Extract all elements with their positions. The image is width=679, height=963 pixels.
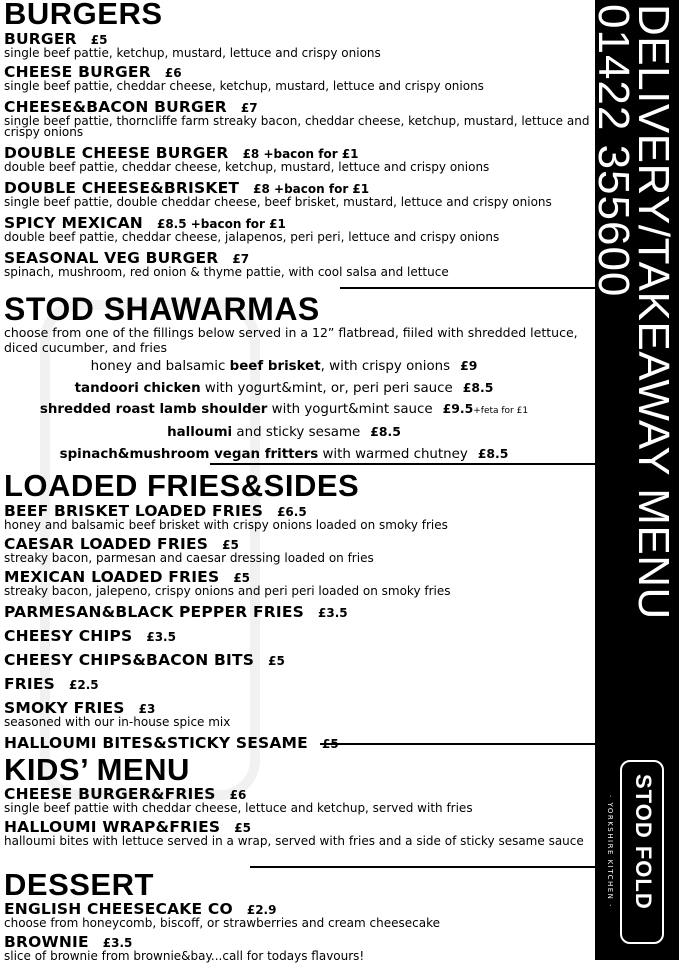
item-price: £5 — [233, 571, 251, 585]
item-price: £8.5 +bacon for £1 — [156, 217, 286, 231]
menu-item — [4, 698, 594, 728]
divider-shawarmas — [210, 463, 595, 465]
shawarma-filling: spinach&mushroom vegan fritters — [59, 446, 319, 462]
item-price: £2.5 — [69, 678, 99, 692]
item-description: single beef pattie, cheddar cheese, ketchup, mustard, lettuce and crispy onions — [4, 79, 484, 93]
item-name: CHEESE BURGER&FRIES — [4, 785, 216, 803]
item-line — [4, 674, 594, 693]
item-description: choose from honeycomb, biscoff, or strawberries and cream cheesecake — [4, 916, 440, 930]
shawarma-filling: halloumi — [167, 425, 233, 441]
divider-fries — [320, 743, 595, 745]
item-price: £3.5 — [146, 630, 176, 644]
item-price: £5 — [234, 821, 251, 835]
item-name: SPICY MEXICAN — [4, 214, 143, 232]
item-name: BROWNIE — [4, 933, 89, 951]
shawarma-filling: shredded roast lamb shoulder — [39, 402, 268, 418]
section-title-fries: LOADED FRIES&SIDES — [4, 468, 360, 503]
item-price: £6.5 — [277, 505, 307, 519]
shawarma-item — [4, 356, 564, 378]
shawarma-post: , with crispy onions — [320, 359, 451, 374]
burgers-list — [4, 29, 594, 278]
item-name: PARMESAN&BLACK PEPPER FRIES — [4, 603, 305, 621]
item-description: single beef pattie, ketchup, mustard, lettuce and crispy onions — [4, 46, 381, 60]
item-name: BURGER — [4, 30, 77, 48]
shawarma-post: with warmed chutney — [318, 446, 468, 462]
item-price: £2.9 — [246, 903, 277, 917]
menu-item — [4, 784, 594, 814]
stod-fold-logo — [620, 760, 664, 944]
logo-text: STOD FOLD — [631, 774, 656, 910]
item-name: HALLOUMI WRAP&FRIES — [4, 818, 221, 836]
menu-item — [4, 674, 594, 693]
kids-list — [4, 784, 594, 847]
fries-list — [4, 501, 594, 752]
shawarma-price: £9 — [460, 358, 478, 373]
item-description: spinach, mushroom, red onion & thyme pattie, with cool salsa and lettuce — [4, 265, 449, 279]
item-name: CHEESE&BACON BURGER — [4, 98, 227, 116]
menu-item — [4, 534, 594, 564]
item-price: £3.5 — [318, 606, 348, 620]
item-description: single beef pattie, thorncliffe farm streaky bacon, cheddar cheese, ketchup, mustard, lettuce and crispy onions — [4, 114, 590, 139]
menu-item — [4, 62, 594, 92]
item-description: streaky bacon, jalepeno, crispy onions and peri peri loaded on smoky fries — [4, 584, 451, 598]
shawarma-extra: +feta for £1 — [473, 406, 529, 417]
item-price: £5 — [268, 654, 285, 668]
section-kids — [4, 752, 594, 848]
item-description: halloumi bites with lettuce served in a wrap, served with fries and a side of sticky sesame sauce — [4, 834, 584, 848]
item-price: £8 +bacon for £1 — [242, 147, 359, 161]
menu-item — [4, 932, 594, 962]
item-price: £3.5 — [102, 936, 133, 950]
shawarma-post: with yogurt&mint, or, peri peri sauce — [200, 380, 453, 396]
section-title-dessert: DESSERT — [4, 867, 154, 902]
shawarma-price: £8.5 — [462, 379, 494, 395]
menu-item — [4, 650, 594, 669]
item-name: ENGLISH CHEESECAKE CO — [4, 900, 233, 918]
section-title-shawarmas: STOD SHAWARMAS — [4, 291, 320, 327]
item-description: double beef pattie, cheddar cheese, ketchup, mustard, lettuce and crispy onions — [4, 160, 490, 174]
item-price: £7 — [240, 101, 258, 115]
menu-item — [4, 213, 594, 243]
menu-item — [4, 178, 594, 208]
item-price: £5 — [222, 538, 239, 552]
item-price: £7 — [232, 252, 250, 266]
menu-item — [4, 899, 594, 929]
item-description: single beef pattie, double cheddar cheese, beef brisket, mustard, lettuce and crispy onions — [4, 195, 552, 209]
shawarma-pre: honey and balsamic — [90, 359, 230, 374]
logo-tagline: · YORKSHIRE KITCHEN · — [606, 795, 614, 908]
section-dessert — [4, 867, 594, 963]
item-name: HALLOUMI BITES&STICKY SESAME — [4, 734, 308, 752]
item-name: DOUBLE CHEESE&BRISKET — [4, 179, 240, 197]
section-shawarmas — [4, 291, 594, 466]
sidebar-text — [589, 4, 679, 704]
shawarma-price: £8.5 — [477, 445, 509, 461]
item-name: SMOKY FRIES — [4, 699, 125, 717]
item-name: BEEF BRISKET LOADED FRIES — [4, 502, 264, 520]
menu-item — [4, 817, 594, 847]
item-description: double beef pattie, cheddar cheese, jalapenos, peri peri, lettuce and crispy onions — [4, 230, 500, 244]
menu-item — [4, 97, 594, 138]
item-price: £5 — [90, 33, 108, 47]
phone-number: 01422 355600 — [589, 4, 638, 298]
menu-item — [4, 143, 594, 173]
menu-item — [4, 626, 594, 645]
menu-item — [4, 248, 594, 278]
item-description: slice of brownie from brownie&bay...call for todays flavours! — [4, 949, 365, 963]
item-name: SEASONAL VEG BURGER — [4, 249, 219, 267]
item-name: CHEESY CHIPS — [4, 627, 133, 645]
shawarma-price: £8.5 — [370, 424, 401, 440]
shawarmas-list — [4, 356, 564, 466]
item-name: DOUBLE CHEESE BURGER — [4, 144, 229, 162]
item-name: CHEESY CHIPS&BACON BITS — [4, 651, 255, 669]
shawarma-item — [4, 378, 564, 400]
menu-item — [4, 29, 594, 59]
item-name: MEXICAN LOADED FRIES — [4, 568, 220, 586]
shawarmas-intro: choose from one of the fillings below served in a 12” flatbread, fiiled with shredded lettuce, diced cucumber, and fries — [4, 325, 578, 355]
section-burgers — [4, 0, 594, 278]
item-line — [4, 626, 594, 645]
item-name: CHEESE BURGER — [4, 63, 151, 81]
item-description: honey and balsamic beef brisket with crispy onions loaded on smoky fries — [4, 518, 448, 532]
item-description: seasoned with our in-house spice mix — [4, 715, 231, 729]
shawarma-item — [4, 422, 564, 444]
menu-item — [4, 567, 594, 597]
section-title-burgers: BURGERS — [4, 0, 163, 31]
menu-item — [4, 602, 594, 621]
item-description: streaky bacon, parmesan and caesar dressing loaded on fries — [4, 551, 374, 565]
item-price: £3 — [138, 702, 156, 716]
dessert-list — [4, 899, 594, 962]
shawarma-filling: tandoori chicken — [74, 380, 201, 396]
menu-item — [4, 501, 594, 531]
item-line — [4, 650, 594, 669]
item-line — [4, 602, 594, 621]
shawarma-post: with yogurt&mint sauce — [267, 402, 433, 418]
section-title-kids: KIDS’ MENU — [4, 752, 190, 787]
item-name: CAESAR LOADED FRIES — [4, 535, 209, 553]
item-name: FRIES — [4, 675, 56, 693]
menu-heading: DELIVERY/TAKEAWAY MENU — [629, 4, 678, 620]
item-description: single beef pattie with cheddar cheese, lettuce and ketchup, served with fries — [4, 801, 473, 815]
item-price: £8 +bacon for £1 — [253, 182, 370, 196]
shawarma-filling: beef brisket — [229, 359, 321, 374]
item-price: £6 — [229, 788, 247, 802]
item-price: £6 — [164, 66, 182, 80]
shawarma-item — [4, 399, 564, 422]
section-fries — [4, 468, 594, 752]
shawarma-price: £9.5 — [442, 401, 474, 417]
shawarma-post: and sticky sesame — [232, 425, 361, 441]
divider-kids — [250, 866, 595, 868]
divider-burgers — [340, 287, 595, 289]
